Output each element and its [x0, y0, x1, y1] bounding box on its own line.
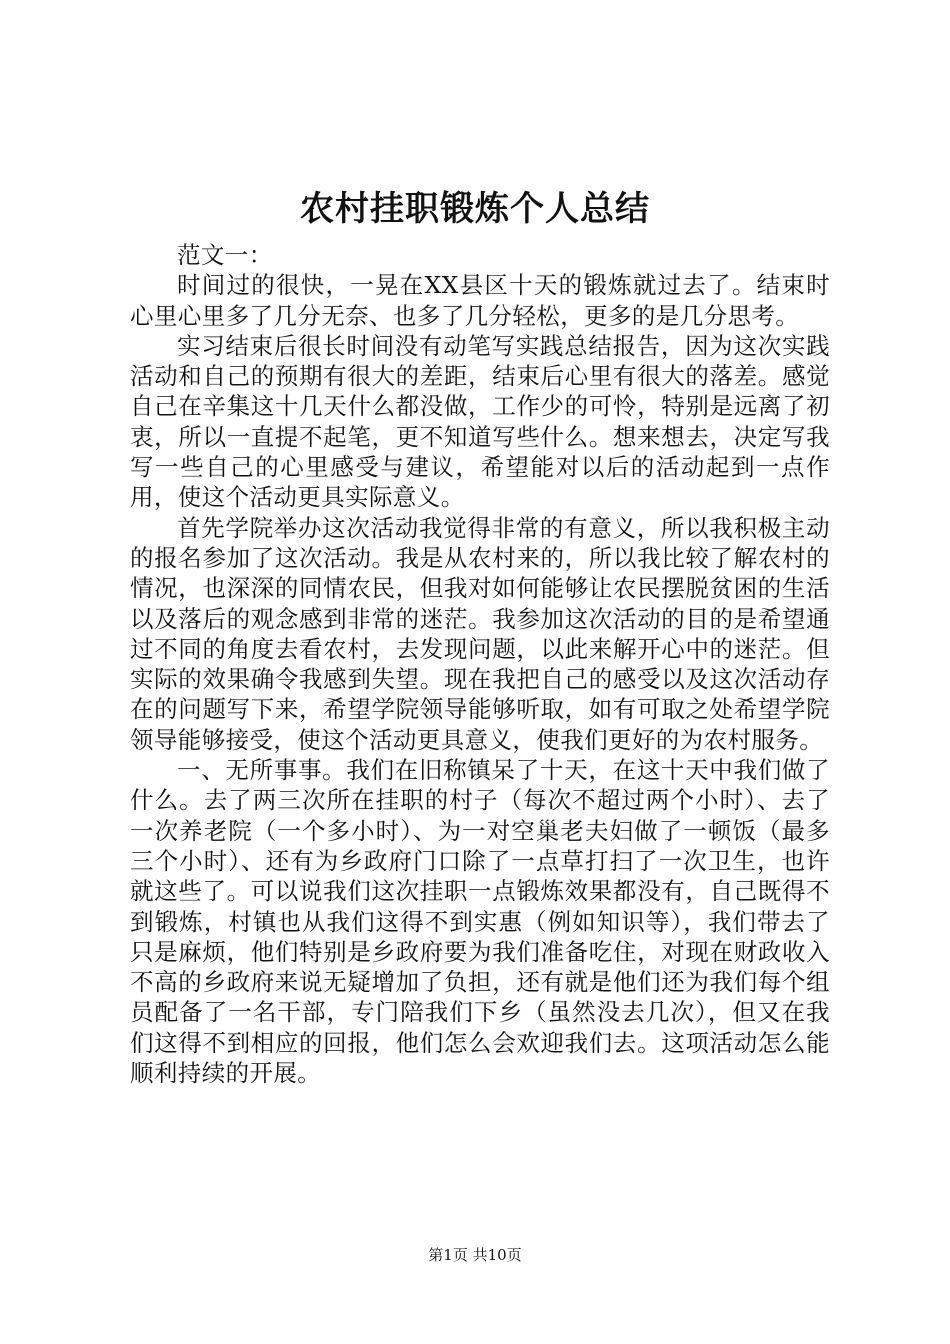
paragraph: 实习结束后很长时间没有动笔写实践总结报告，因为这次实践活动和自己的预期有很大的差距，结束后心里有很大的落差。感觉自己在辛集这十几天什么都没做，工作少的可怜，特别是远离了初衷，所以一直提不起笔，更不知道写些什么。想来想去，决定写我写一些自己的心里感受与建议，希望能对以后的活动起到一点作用，使这个活动更具实际意义。	[130, 331, 830, 512]
paragraph: 一、无所事事。我们在旧称镇呆了十天，在这十天中我们做了什么。去了两三次所在挂职的村子（每次不超过两个小时）、去了一次养老院（一个多小时）、为一对空巢老夫妇做了一顿饭（最多三个小时）、还有为乡政府门口除了一点草打扫了一次卫生，也许就这些了。可以说我们这次挂职一点锻炼效果都没有，自己既得不到锻炼，村镇也从我们这得不到实惠（例如知识等），我们带去了只是麻烦，他们特别是乡政府要为我们准备吃住，对现在财政收入不高的乡政府来说无疑增加了负担，还有就是他们还为我们每个组员配备了一名干部，专门陪我们下乡（虽然没去几次），但又在我们这得不到相应的回报，他们怎么会欢迎我们去。这项活动怎么能顺利持续的开展。	[130, 756, 830, 1088]
page-number-footer: 第1页 共10页	[428, 1246, 522, 1264]
document-body	[130, 240, 830, 1088]
paragraph: 首先学院举办这次活动我觉得非常的有意义，所以我积极主动的报名参加了这次活动。我是从农村来的，所以我比较了解农村的情况，也深深的同情农民，但我对如何能够让农民摆脱贫困的生活以及落后的观念感到非常的迷茫。我参加这次活动的目的是希望通过不同的角度去看农村，去发现问题，以此来解开心中的迷茫。但实际的效果确令我感到失望。现在我把自己的感受以及这次活动存在的问题写下来，希望学院领导能够听取，如有可取之处希望学院领导能够接受，使这个活动更具意义，使我们更好的为农村服务。	[130, 513, 830, 754]
paragraph: 时间过的很快，一晃在XX县区十天的锻炼就过去了。结束时心里心里多了几分无奈、也多了几分轻松，更多的是几分思考。	[130, 271, 830, 330]
paragraph-label: 范文一：	[177, 241, 273, 269]
document-title: 农村挂职锻炼个人总结	[300, 189, 650, 229]
